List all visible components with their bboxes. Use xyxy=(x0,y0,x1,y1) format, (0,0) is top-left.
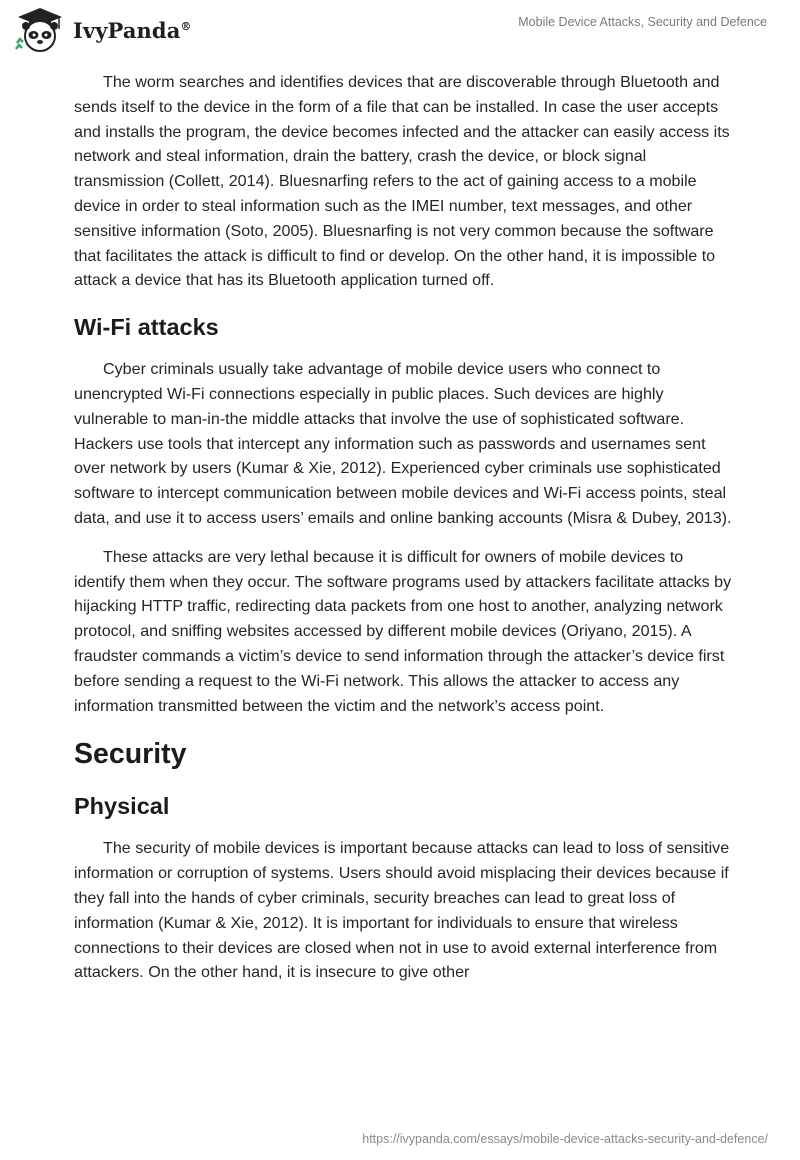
essay-content xyxy=(74,70,734,999)
page-header xyxy=(0,0,800,60)
paragraph-physical-security: The security of mobile devices is important because attacks can lead to loss of sensitive information or corruption of systems. Users should avoid misplacing their devices because if they fall into the hands of cyber criminals, security breaches can lead to great loss of information (Kumar & Xie, 2012). It is important for individuals to ensure that wireless connections to their devices are closed when not in use to avoid external interference from attackers. On the other hand, it is insecure to give other xyxy=(74,839,730,982)
document-title: Mobile Device Attacks, Security and Defence xyxy=(518,15,767,29)
brand-name: IvyPanda® xyxy=(73,17,192,43)
brand-logo[interactable] xyxy=(15,7,192,53)
heading-security: Security xyxy=(74,738,187,771)
paragraph-wifi-criminals: Cyber criminals usually take advantage of mobile device users who connect to unencrypted Wi-Fi connections especially in public places. Such devices are highly vulnerable to man-in-the middle attacks that involve the use of sophisticated software. Hackers use tools that intercept any information such as passwords and usernames sent over network by users (Kumar & Xie, 2012). Experienced cyber criminals use sophisticated software to intercept communication between mobile devices and Wi-Fi access points, steal data, and use it to access users’ emails and online banking accounts (Misra & Dubey, 2013). xyxy=(74,360,732,527)
panda-logo-icon xyxy=(15,7,65,53)
paragraph-wifi-lethal: These attacks are very lethal because it is difficult for owners of mobile devices to identify them when they occur. The software programs used by attackers facilitate attacks by hijacking HTTP traffic, redirecting data packets from one host to another, analyzing network protocol, and sniffing websites accessed by different mobile devices (Oriyano, 2015). A fraudster commands a victim’s device to send information through the attacker’s device first before sending a request to the Wi-Fi network. This allows the attacker to access any information transmitted between the victim and the network’s access point. xyxy=(74,547,732,715)
source-url-link[interactable]: https://ivypanda.com/essays/mobile-device-attacks-security-and-defence/ xyxy=(362,1132,768,1146)
heading-physical: Physical xyxy=(74,793,170,820)
paragraph-bluetooth-worm: The worm searches and identifies devices that are discoverable through Bluetooth and sends itself to the device in the form of a file that can be installed. In case the user accepts and installs the program, the device becomes infected and the attacker can easily access its network and steal information, drain the battery, crash the device, or block signal transmission (Collett, 2014). Bluesnarfing refers to the act of gaining access to a mobile device in order to steal information such as the IMEI number, text messages, and other sensitive information (Soto, 2005). Bluesnarfing is not very common because the software that facilitates the attack is difficult to find or develop. On the other hand, it is impossible to attack a device that has its Bluetooth application turned off. xyxy=(74,73,730,290)
heading-wifi-attacks: Wi-Fi attacks xyxy=(74,314,219,341)
